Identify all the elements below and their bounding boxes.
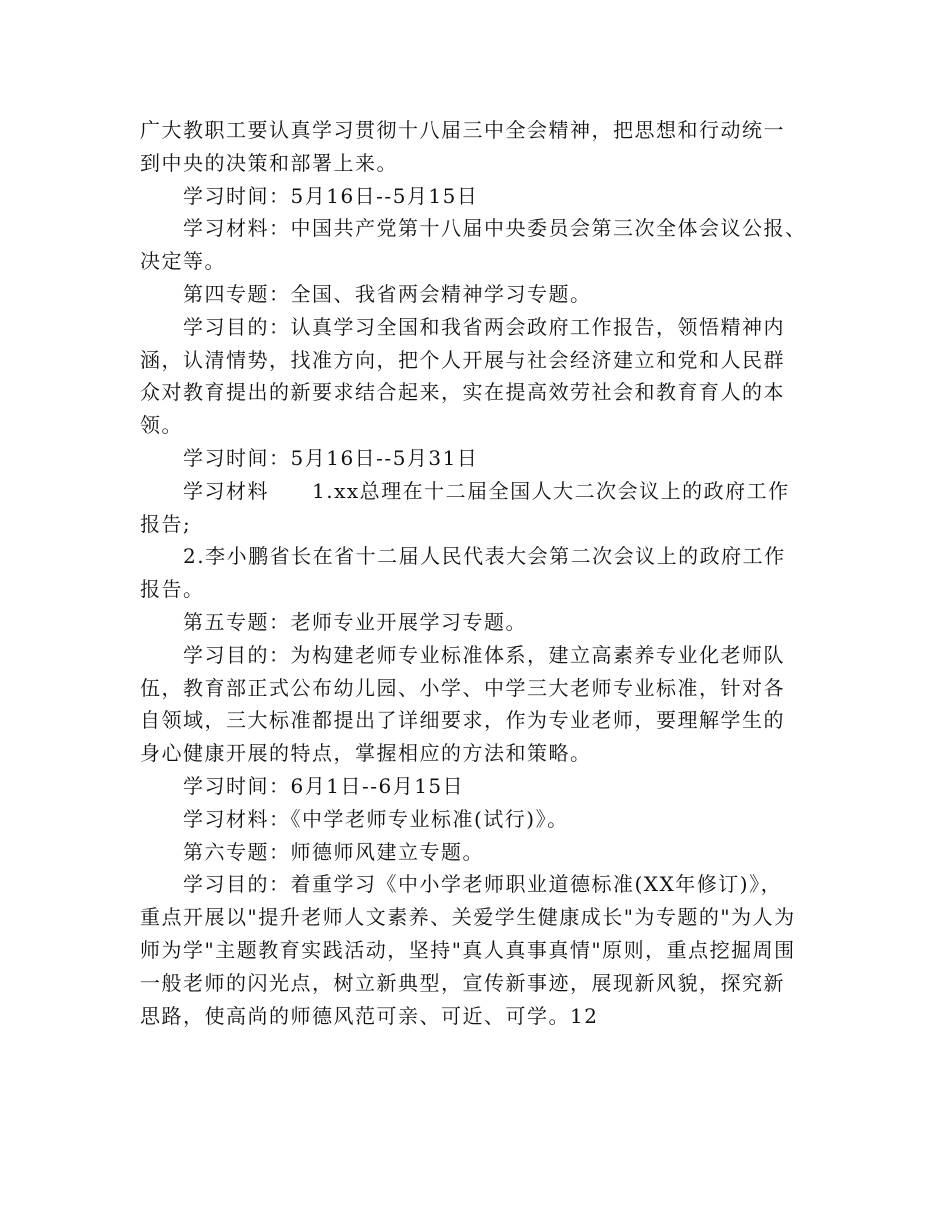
text-line: 第五专题：老师专业开展学习专题。	[183, 609, 527, 634]
text-line: 2.李小鹏省长在省十二届人民代表大会第二次会议上的政府工作	[183, 544, 786, 569]
text-line: 决定等。	[140, 249, 226, 274]
text-line: 重点开展以"提升老师人文素养、关爱学生健康成长"为专题的"为人为	[140, 905, 796, 930]
text-line: 一般老师的闪光点，树立新典型，宣传新事迹，展现新风貌，探究新	[140, 970, 785, 995]
text-line: 自领域，三大标准都提出了详细要求，作为专业老师，要理解学生的	[140, 708, 785, 733]
text-line: 思路，使高尚的师德风范可亲、可近、可学。12	[140, 1003, 599, 1028]
text-line: 学习目的：着重学习《中小学老师职业道德标准(XX年修订)》，	[183, 872, 783, 897]
text-line: 学习材料 1.xx总理在十二届全国人大二次会议上的政府工作	[183, 478, 790, 503]
document-page	[140, 114, 812, 1032]
text-line: 报告。	[140, 577, 205, 602]
text-line: 学习时间：6月1日--6月15日	[183, 773, 465, 798]
text-line: 报告;	[140, 511, 192, 536]
text-line: 伍，教育部正式公布幼儿园、小学、中学三大老师专业标准，针对各	[140, 675, 785, 700]
text-line: 学习时间：5月16日--5月31日	[183, 445, 479, 470]
text-line: 学习时间：5月16日--5月15日	[183, 183, 479, 208]
text-line: 第六专题：师德师风建立专题。	[183, 839, 484, 864]
text-line: 学习材料：中国共产党第十八届中央委员会第三次全体会议公报、	[183, 216, 807, 241]
text-line: 第四专题：全国、我省两会精神学习专题。	[183, 281, 592, 306]
text-line: 涵，认清情势，找准方向，把个人开展与社会经济建立和党和人民群	[140, 347, 785, 372]
text-line: 学习目的：认真学习全国和我省两会政府工作报告，领悟精神内	[183, 314, 785, 339]
text-line: 学习目的：为构建老师专业标准体系，建立高素养专业化老师队	[183, 642, 785, 667]
text-line: 身心健康开展的特点，掌握相应的方法和策略。	[140, 741, 592, 766]
text-line: 学习材料：《中学老师专业标准(试行)》。	[183, 806, 569, 831]
text-line: 广大教职工要认真学习贯彻十八届三中全会精神，把思想和行动统一	[140, 118, 785, 142]
document-body	[140, 114, 812, 1032]
text-line: 众对教育提出的新要求结合起来，实在提高效劳社会和教育育人的本	[140, 380, 785, 405]
text-line: 到中央的决策和部署上来。	[140, 150, 398, 175]
text-line: 领。	[140, 413, 183, 438]
text-line: 师为学"主题教育实践活动，坚持"真人真事真情"原则，重点挖掘周围	[140, 937, 796, 962]
